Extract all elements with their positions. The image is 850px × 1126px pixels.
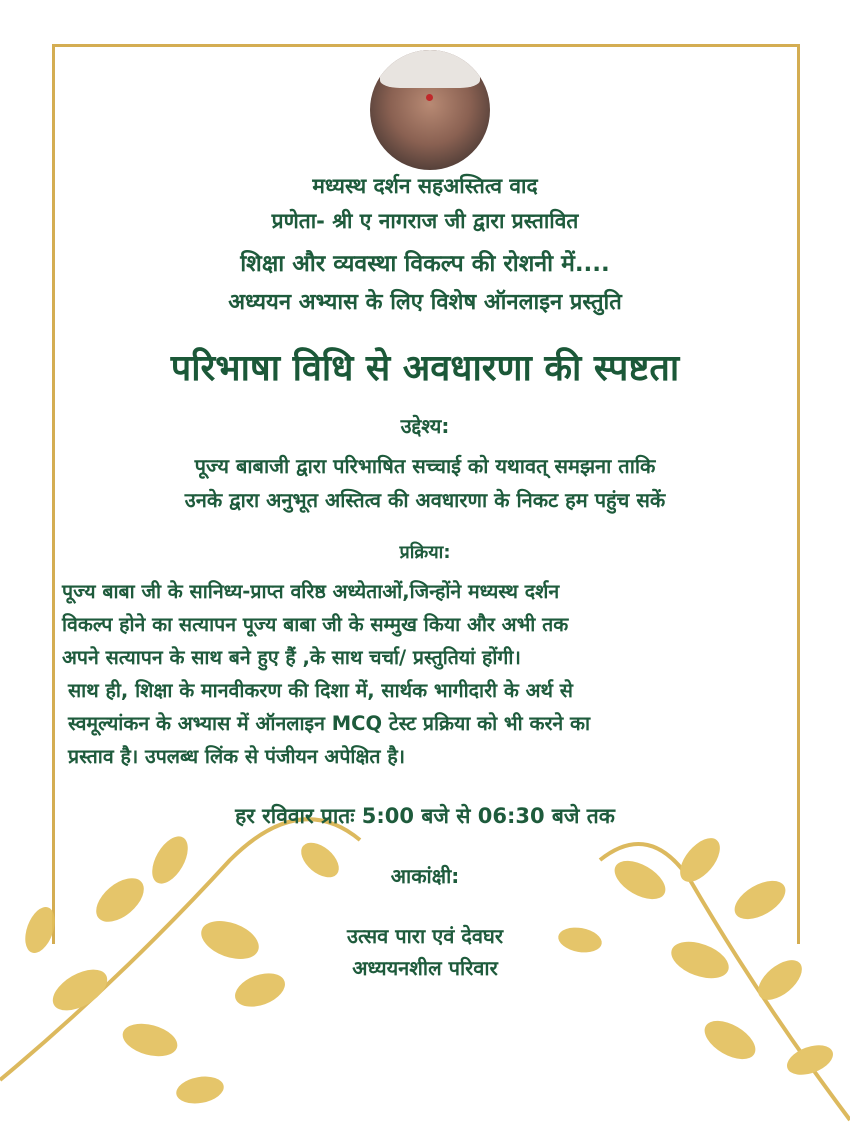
process-line: विकल्प होने का सत्यापन पूज्य बाबा जी के सम्मुख किया और अभी तक: [62, 613, 569, 636]
organizer-heading: आकांक्षी:: [390, 864, 460, 888]
process-line: अपने सत्यापन के साथ बने हुए हैं ,के साथ चर्चा/ प्रस्तुतियां होंगी।: [62, 646, 521, 669]
process-line: स्वमूल्यांकन के अभ्यास में ऑनलाइन MCQ टेस्ट प्रक्रिया को भी करने का: [68, 712, 591, 735]
portrait-photo: [370, 50, 490, 170]
header-line-4: अध्ययन अभ्यास के लिए विशेष ऑनलाइन प्रस्तुति: [228, 290, 622, 315]
process-heading: प्रक्रिया:: [399, 542, 451, 563]
header-line-1: मध्यस्थ दर्शन सहअस्तित्व वाद: [312, 174, 538, 198]
objective-line: पूज्य बाबाजी द्वारा परिभाषित सच्चाई को यथावत् समझना ताकि: [194, 454, 656, 478]
page-title: परिभाषा विधि से अवधारणा की स्पष्टता: [170, 348, 680, 389]
organizer-line-1: उत्सव पारा एवं देवघर: [346, 924, 504, 948]
header-line-2: प्रणेता- श्री ए नागराज जी द्वारा प्रस्तावित: [271, 209, 579, 233]
process-line: साथ ही, शिक्षा के मानवीकरण की दिशा में, सार्थक भागीदारी के अर्थ से: [68, 679, 573, 702]
objective-line: उनके द्वारा अनुभूत अस्तित्व की अवधारणा के निकट हम पहुंच सकें: [184, 488, 666, 512]
process-text: [62, 575, 802, 773]
schedule: हर रविवार प्रातः 5:00 बजे से 06:30 बजे तक: [235, 804, 615, 828]
process-line: प्रस्ताव है। उपलब्ध लिंक से पंजीयन अपेक्षित है।: [68, 745, 406, 768]
process-line: पूज्य बाबा जी के सानिध्य-प्राप्त वरिष्ठ अध्येताओं,जिन्होंने मध्यस्थ दर्शन: [62, 580, 560, 603]
organizer-line-2: अध्ययनशील परिवार: [352, 956, 498, 980]
header-line-3: शिक्षा और व्यवस्था विकल्प की रोशनी में....: [240, 251, 610, 277]
objective-heading: उद्देश्य:: [400, 414, 450, 438]
